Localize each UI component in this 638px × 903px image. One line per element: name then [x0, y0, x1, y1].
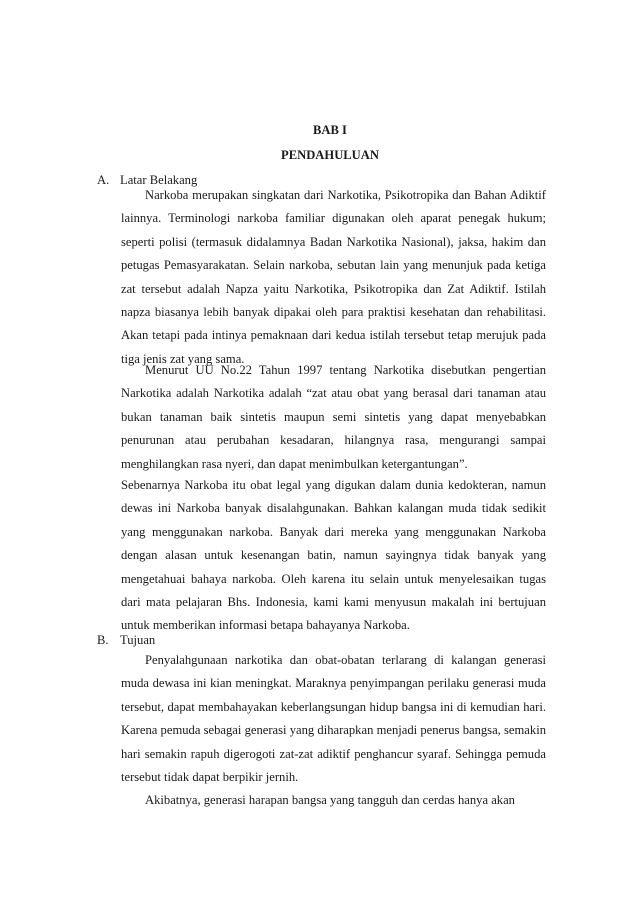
- section-marker: B.: [97, 633, 109, 647]
- chapter-title: PENDAHULUAN: [281, 148, 379, 162]
- paragraph: Menurut UU No.22 Tahun 1997 tentang Narkotika disebutkan pengertian Narkotika adalah Narkotika adalah “zat atau obat yang berasal dari tanaman atau bukan tanaman baik sintetis maupun semi sintetis yang dapat menyebabkan penurunan atau perubahan kesadaran, hilangnya rasa, mengurangi sampai menghilangkan rasa nyeri, dan dapat menimbulkan ketergantungan”.: [121, 363, 546, 471]
- section-marker: A.: [97, 173, 110, 187]
- paragraph: Akibatnya, generasi harapan bangsa yang tangguh dan cerdas hanya akan: [145, 793, 515, 807]
- section-heading-tujuan: [97, 632, 155, 648]
- paragraph: Sebenarnya Narkoba itu obat legal yang digukan dalam dunia kedokteran, namun dewas ini Narkoba banyak disalahgunakan. Bahkan kalangan muda tidak sedikit yang menggunakan narkoba. Banyak dari mereka yang menggunakan Narkoba dengan alasan untuk kesenangan batin, namun sayingnya tidak banyak yang mengetahuai bahaya narkoba. Oleh karena itu selain untuk menyelesaikan tugas dari mata pelajaran Bhs. Indonesia, kami kami menyusun makalah ini bertujuan untuk memberikan informasi betapa bahayanya Narkoba.: [121, 478, 546, 633]
- paragraph: Penyalahgunaan narkotika dan obat-obatan terlarang di kalangan generasi muda dewasa ini kian meningkat. Maraknya penyimpangan perilaku generasi muda tersebut, dapat membahayakan keberlangsungan hidup bangsa ini di kemudian hari. Karena pemuda sebagai generasi yang diharapkan menjadi penerus bangsa, semakin hari semakin rapuh digerogoti zat-zat adiktif penghancur syaraf. Sehingga pemuda tersebut tidak dapat berpikir jernih.: [121, 653, 546, 785]
- section-title: Latar Belakang: [120, 173, 198, 187]
- paragraph: Narkoba merupakan singkatan dari Narkotika, Psikotropika dan Bahan Adiktif lainnya. Terminologi narkoba familiar digunakan oleh aparat penegak hukum; seperti polisi (termasuk didalamnya Badan Narkotika Nasional), jaksa, hakim dan petugas Pemasyarakatan. Selain narkoba, sebutan lain yang menunjuk pada ketiga zat tersebut adalah Napza yaitu Narkotika, Psikotropika dan Zat Adiktif. Istilah napza biasanya lebih banyak dipakai oleh para praktisi kesehatan dan rehabilitasi. Akan tetapi pada intinya pemaknaan dari kedua istilah tersebut tetap merujuk pada tiga jenis zat yang sama.: [121, 188, 546, 366]
- section-title: Tujuan: [120, 633, 156, 647]
- chapter-number: BAB I: [313, 123, 347, 137]
